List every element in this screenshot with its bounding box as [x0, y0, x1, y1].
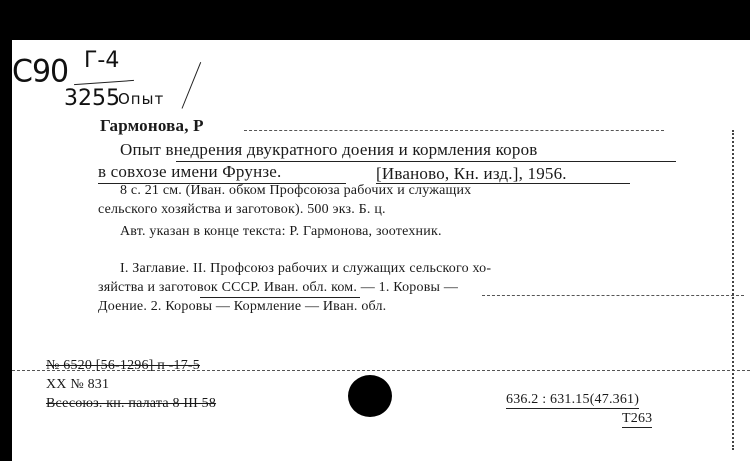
handwritten-code: С90 [12, 53, 69, 90]
imprint: [Иваново, Кн. изд.], 1956. [376, 164, 567, 183]
subjects-line-2: зяйства и заготовок СССР. Иван. обл. ком. — 1. Коровы — [98, 280, 459, 295]
subjects-underline [200, 297, 360, 298]
handwritten-fraction-bar [74, 80, 134, 85]
shelf-number: Т263 [622, 411, 653, 426]
collation-line-1: 8 с. 21 см. (Иван. обком Профсоюза рабочих и служащих [120, 183, 472, 198]
title-line-2: в совхозе имени Фрунзе. [98, 162, 282, 181]
order-number: № 6520 [56-1296] п -17-5 [46, 358, 200, 373]
right-edge-border [732, 130, 734, 450]
filing-slash [182, 62, 202, 109]
title-line-1: Опыт внедрения двукратного доения и кормления коров [120, 140, 538, 159]
filing-word: Опыт [118, 90, 165, 108]
catalog-card [12, 40, 750, 461]
author-heading: Гармонова, Р [100, 116, 204, 135]
author-note: Авт. указан в конце текста: Р. Гармонова, зоотехник. [120, 224, 442, 239]
author-guide-line [244, 130, 664, 131]
punch-hole [348, 375, 392, 417]
handwritten-fraction-top: Г-4 [84, 48, 120, 73]
collation-line-2: сельского хозяйства и заготовок). 500 экз. Б. ц. [98, 202, 386, 217]
series-number: XX № 831 [46, 377, 110, 392]
subjects-guide-line [482, 295, 744, 296]
subjects-line-3: Доение. 2. Коровы — Кормление — Иван. обл. [98, 299, 387, 314]
classification-number: 636.2 : 631.15(47.361) [506, 392, 640, 407]
subjects-line-1: I. Заглавие. II. Профсоюз рабочих и служащих сельского хо- [120, 261, 492, 276]
chamber-stamp-text: Всесоюз. кн. палата 8 III 58 [46, 396, 217, 411]
handwritten-fraction-bottom: 3255 [64, 86, 120, 111]
